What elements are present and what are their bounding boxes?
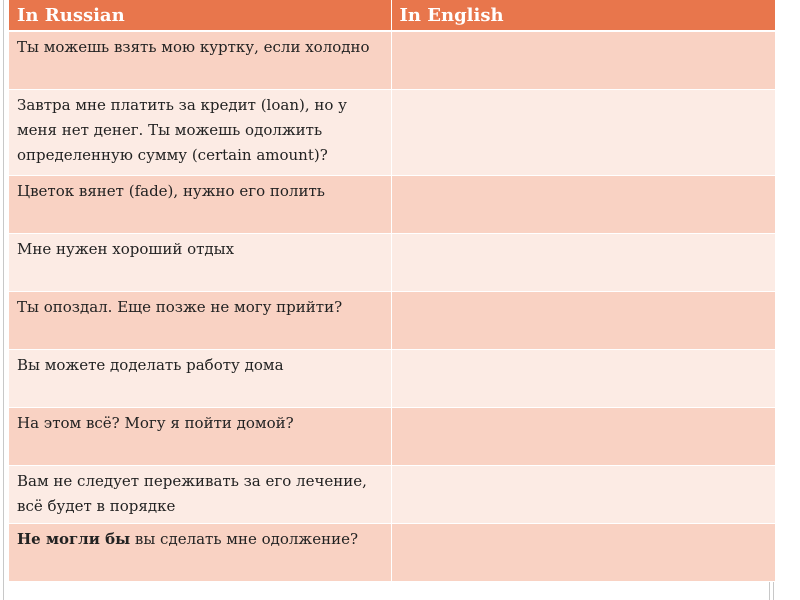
english-cell[interactable]	[391, 524, 775, 582]
table-row	[9, 408, 775, 466]
english-cell[interactable]	[391, 466, 775, 524]
english-cell[interactable]	[391, 292, 775, 350]
table-row	[9, 292, 775, 350]
frame-border-left	[3, 0, 4, 600]
phrase-rest: вы сделать мне одолжение?	[130, 530, 359, 548]
column-header-russian: In Russian	[9, 0, 391, 31]
russian-cell: Ты опоздал. Еще позже не могу прийти?	[9, 292, 391, 350]
table-row	[9, 466, 775, 524]
russian-cell: Цветок вянет (fade), нужно его полить	[9, 176, 391, 234]
translation-table-container	[9, 0, 775, 582]
english-cell[interactable]	[391, 408, 775, 466]
russian-cell: Вы можете доделать работу дома	[9, 350, 391, 408]
russian-cell: На этом всё? Могу я пойти домой?	[9, 408, 391, 466]
english-cell[interactable]	[391, 31, 775, 90]
russian-cell: Ты можешь взять мою куртку, если холодно	[9, 31, 391, 90]
russian-cell	[9, 524, 391, 582]
table-row	[9, 234, 775, 292]
column-header-english: In English	[391, 0, 775, 31]
english-cell[interactable]	[391, 350, 775, 408]
russian-cell: Мне нужен хороший отдых	[9, 234, 391, 292]
table-header-row	[9, 0, 775, 31]
table-row	[9, 176, 775, 234]
table-row	[9, 350, 775, 408]
russian-cell: Вам не следует переживать за его лечение, всё будет в порядке	[9, 466, 391, 524]
translation-table	[9, 0, 775, 582]
english-cell[interactable]	[391, 234, 775, 292]
english-cell[interactable]	[391, 176, 775, 234]
table-row	[9, 524, 775, 582]
table-row	[9, 90, 775, 176]
english-cell[interactable]	[391, 90, 775, 176]
table-row	[9, 31, 775, 90]
bold-phrase: Не могли бы	[17, 530, 131, 548]
russian-cell: Завтра мне платить за кредит (loan), но у меня нет денег. Ты можешь одолжить определенную сумму (certain amount)?	[9, 90, 391, 176]
